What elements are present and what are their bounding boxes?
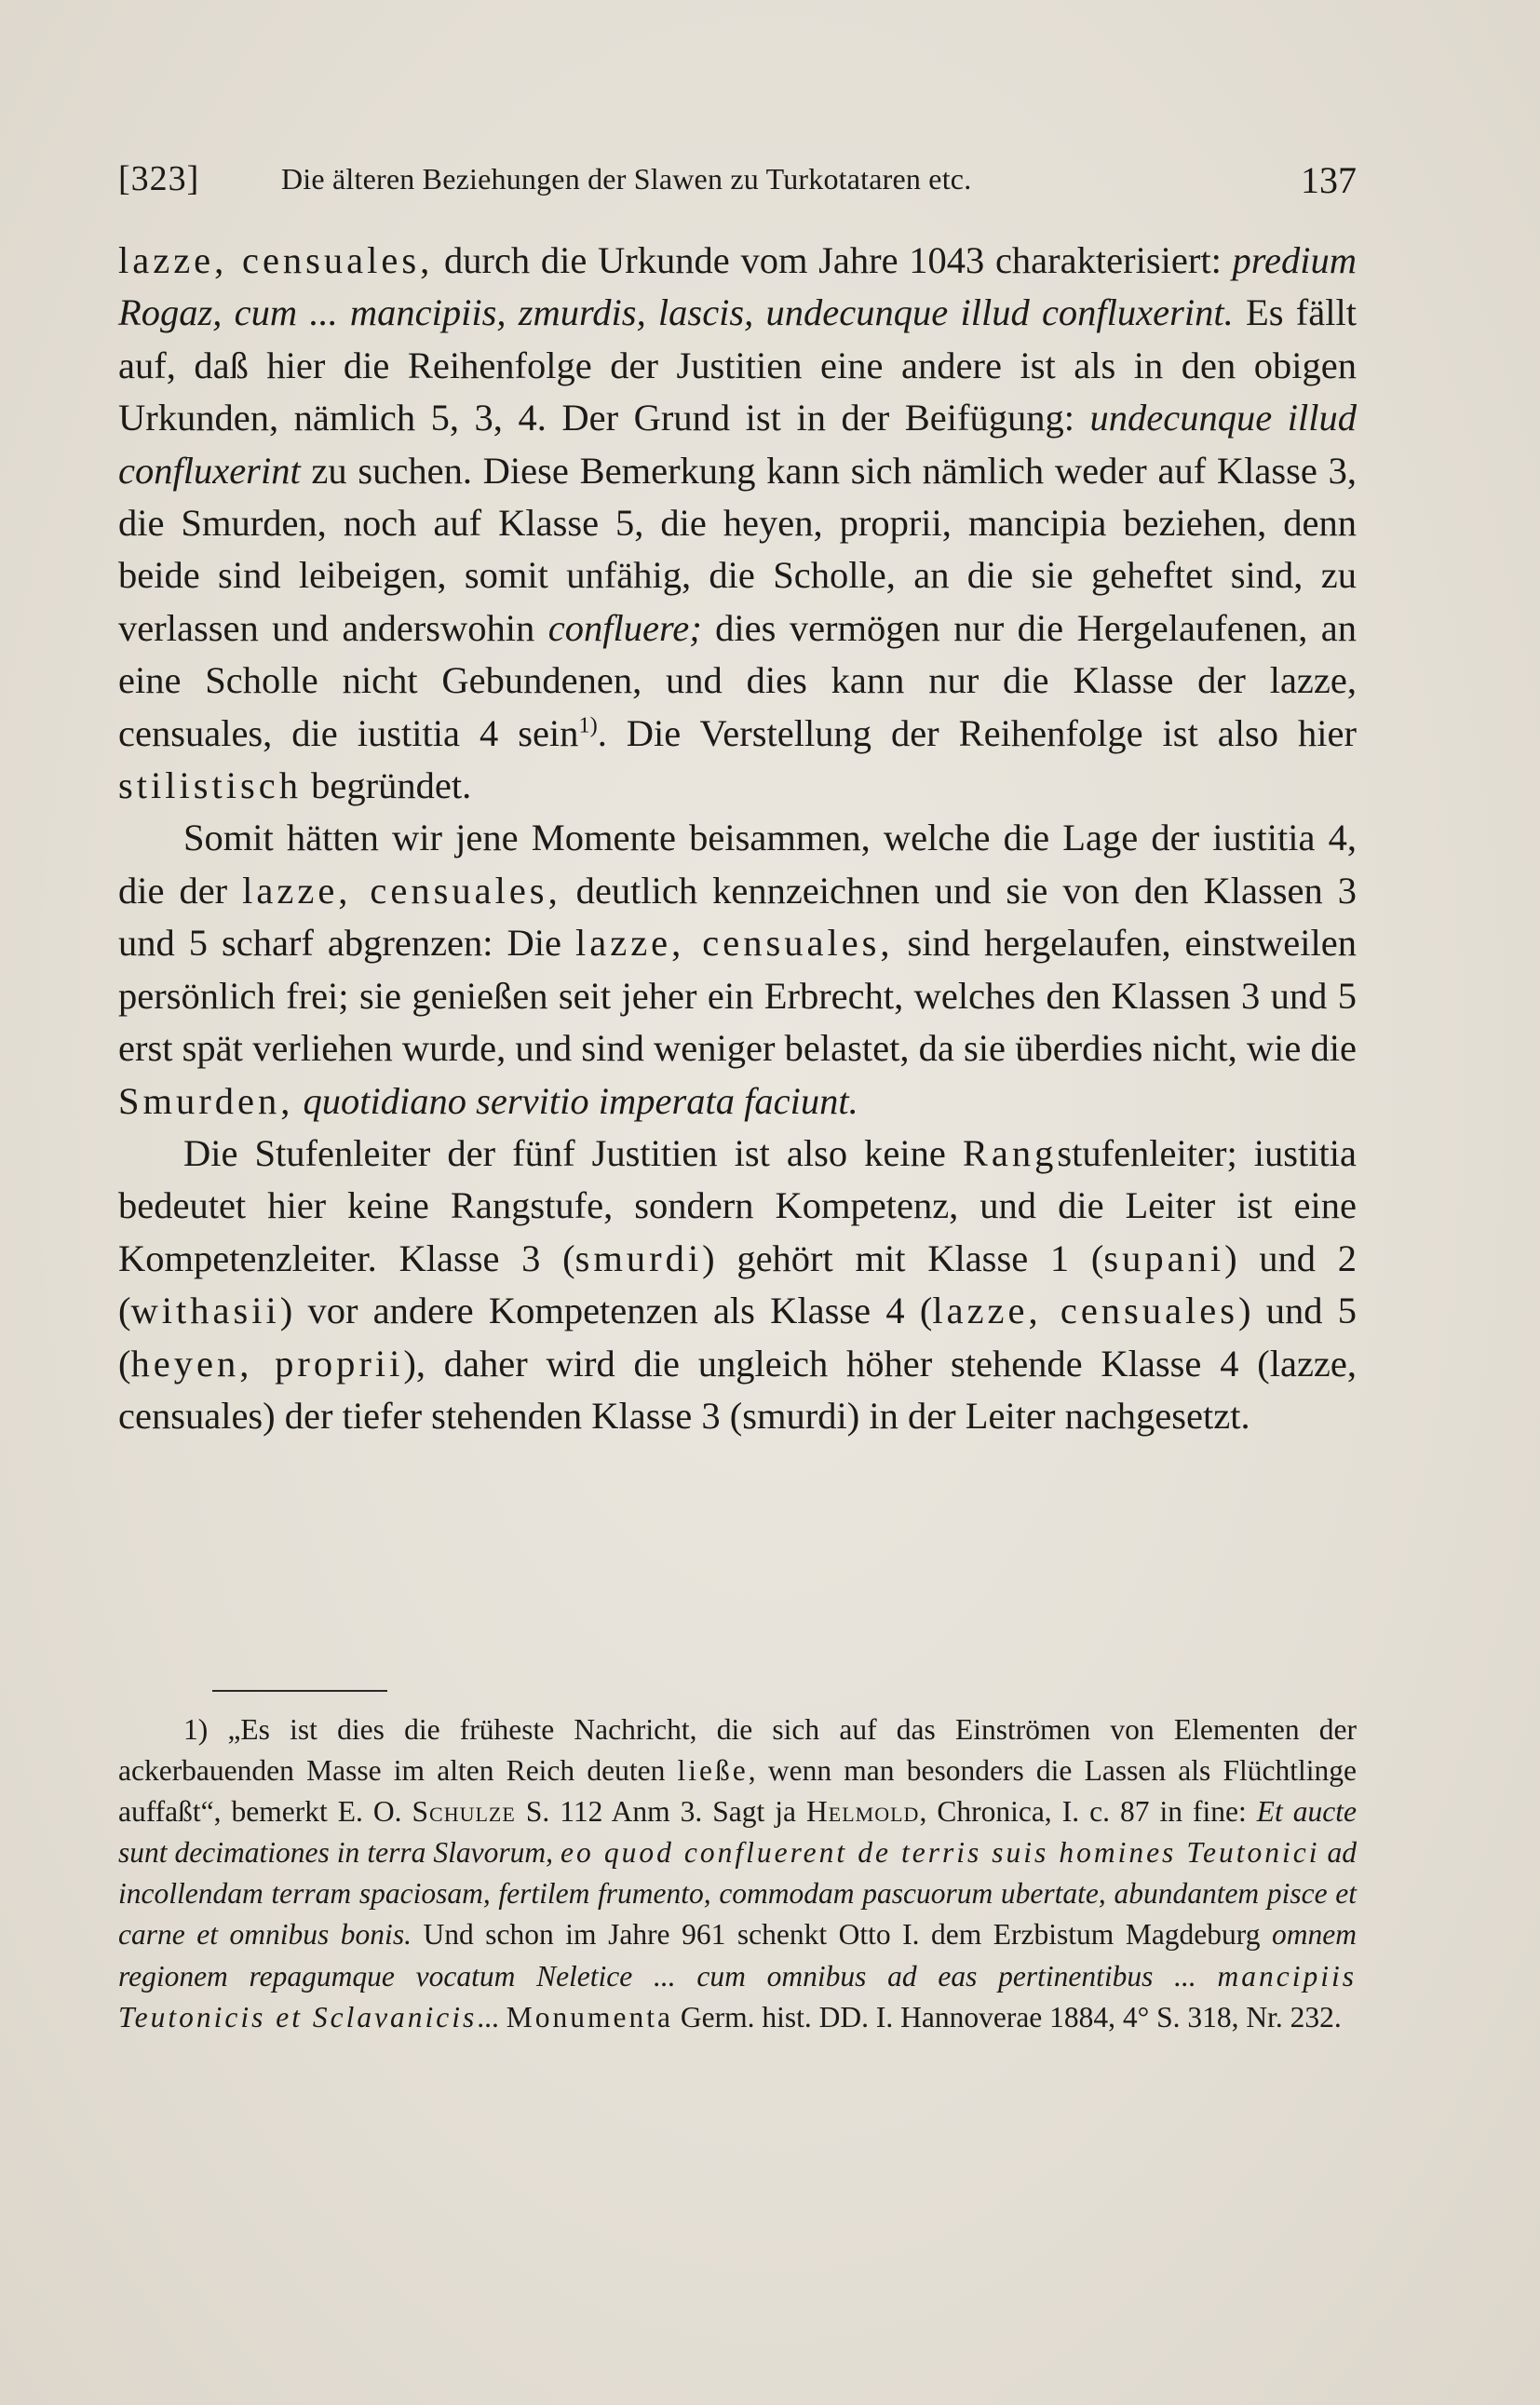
spaced-term: withasii bbox=[130, 1290, 280, 1332]
text-run: ) gehört mit Klasse 1 ( bbox=[702, 1236, 1104, 1279]
spaced-term: lazze, censuales, bbox=[574, 922, 894, 965]
latin-quote: quotidiano servitio imperata faciunt. bbox=[303, 1079, 858, 1122]
text-run: Es fällt auf, daß hier die Reihenfolge der Justitien eine andere ist als in den obigen Urkunden, nämlich 5, 3, 4. Der Grund ist in der Beifügung: bbox=[118, 291, 1357, 439]
text-run: Germ. hist. DD. I. Hannoverae 1884, 4° S. 318, Nr. 232. bbox=[673, 2000, 1342, 2033]
paragraph-3 bbox=[118, 1128, 1357, 1442]
text-run: . Die Verstellung der Reihenfolge ist also hier bbox=[597, 711, 1357, 754]
footnote-1 bbox=[118, 1709, 1357, 2038]
footnote-paragraph bbox=[118, 1709, 1357, 2038]
text-run: ) vor andere Kompetenzen als Klasse 4 ( bbox=[279, 1290, 933, 1332]
text-run: deutlich kennzeichnen und sie von den Klassen 3 und 5 scharf abgrenzen: Die bbox=[118, 869, 1357, 965]
text-run: , wenn man besonders die Lassen als Flüchtlinge auffaßt“, bemerkt E. O. bbox=[118, 1754, 1357, 1829]
paragraph-2 bbox=[118, 812, 1357, 1127]
paragraph-1 bbox=[118, 235, 1357, 812]
text-run: ) und 5 ( bbox=[118, 1290, 1357, 1385]
text-run: Somit hätten wir jene Momente beisammen, welche die Lage der iustitia 4, die der bbox=[118, 817, 1357, 912]
latin-quote: omnem regionem repagumque vocatum Neletice ... cum omnibus ad eas pertinentibus ... bbox=[118, 1918, 1357, 1993]
text-run: 1) „Es ist dies die früheste Nachricht, die sich auf das Einströmen von Elementen der ackerbauenden Masse im alten Reich deuten bbox=[118, 1713, 1357, 1788]
spaced-term: heyen, proprii bbox=[130, 1342, 404, 1385]
footnote-ref[interactable]: 1) bbox=[578, 712, 598, 738]
text-run: ), daher wird die ungleich höher stehende Klasse 4 (lazze, censuales) der tiefer stehenden Klasse 3 (smurdi) in der Leiter nachgesetzt. bbox=[118, 1342, 1357, 1437]
latin-quote: predium Rogaz, cum ... mancipiis, zmurdis, lascis, undecunque illud confluxerint. bbox=[118, 239, 1357, 334]
text-run: Und schon im Jahre 961 schenkt Otto I. dem Erzbistum Magdeburg bbox=[411, 1918, 1272, 1952]
text-run: ... bbox=[477, 2000, 507, 2033]
text-run bbox=[293, 1080, 303, 1122]
running-title: Die älteren Beziehungen der Slawen zu Turkotataren etc. bbox=[281, 162, 972, 196]
latin-term: confluere; bbox=[547, 606, 702, 649]
spaced-term: Smurden, bbox=[118, 1079, 294, 1122]
spaced-term: lazze, censuales bbox=[932, 1290, 1239, 1332]
page-reference: [323] bbox=[118, 159, 200, 198]
spaced-term: ließe bbox=[677, 1754, 749, 1788]
text-run: S. 112 Anm 3. Sagt ja bbox=[515, 1795, 807, 1829]
latin-quote-spaced: mancipiis Teutonicis et Sclavanicis bbox=[118, 1959, 1357, 2033]
latin-quote: Et aucte sunt decimationes in terra Slavorum, bbox=[118, 1795, 1357, 1870]
footnote-divider bbox=[212, 1690, 387, 1692]
text-run: stufenleiter; iustitia bedeutet hier keine Rangstufe, sondern Kompetenz, und die Leiter ist eine Kompetenzleiter. Klasse 3 ( bbox=[118, 1131, 1358, 1279]
spaced-term: stilistisch bbox=[118, 764, 303, 807]
spaced-term: lazze, censuales, bbox=[118, 239, 434, 281]
latin-quote: undecunque illud confluxerint bbox=[118, 397, 1358, 492]
text-run: durch die Urkunde vom Jahre 1043 charakterisiert: bbox=[433, 239, 1233, 281]
text-run: begründet. bbox=[302, 764, 472, 807]
text-run: Die Stufenleiter der fünf Justitien ist also keine bbox=[183, 1131, 963, 1174]
text-run: sind hergelaufen, einstweilen persönlich frei; sie genießen seit jeher ein Erbrecht, welches den Klassen 3 und 5 erst spät verliehen wurde, und sind weniger belastet, da sie überdies nicht, wie die bbox=[118, 922, 1357, 1070]
text-run: , Chronica, I. c. 87 in fine: bbox=[919, 1795, 1257, 1829]
author-name: Helmold bbox=[806, 1795, 920, 1829]
text-run: zu suchen. Diese Bemerkung kann sich nämlich weder auf Klasse 3, die Smurden, noch auf Klasse 5, die heyen, proprii, mancipia beziehen, denn beide sind leibeigen, somit unfähig, die Scholle, an die sie geheftet sind, zu verlassen und anderswohin bbox=[118, 449, 1357, 649]
spaced-term: Rang bbox=[962, 1131, 1058, 1174]
main-text bbox=[118, 235, 1357, 1442]
latin-quote-spaced: eo quod confluerent de terris suis homines Teutonici bbox=[561, 1836, 1320, 1870]
text-run: ) und 2 ( bbox=[118, 1236, 1357, 1332]
page-number: 137 bbox=[1301, 159, 1357, 201]
author-name: Schulze bbox=[412, 1795, 516, 1829]
spaced-term: smurdi bbox=[574, 1236, 703, 1279]
spaced-term: lazze, censuales, bbox=[242, 869, 561, 912]
text-run: dies vermögen nur die Hergelaufenen, an eine Scholle nicht Gebundenen, und dies kann nur die Klasse der lazze, censuales, die iustitia 4 sein bbox=[118, 606, 1358, 754]
spaced-term: supani bbox=[1103, 1236, 1225, 1279]
running-header bbox=[118, 151, 1357, 207]
spaced-term: Monumenta bbox=[506, 2000, 674, 2033]
latin-quote: ad incollendam terram spaciosam, fertilem frumento, commodam pascuorum ubertate, abundantem pisce et carne et omnibus bonis. bbox=[118, 1836, 1357, 1952]
